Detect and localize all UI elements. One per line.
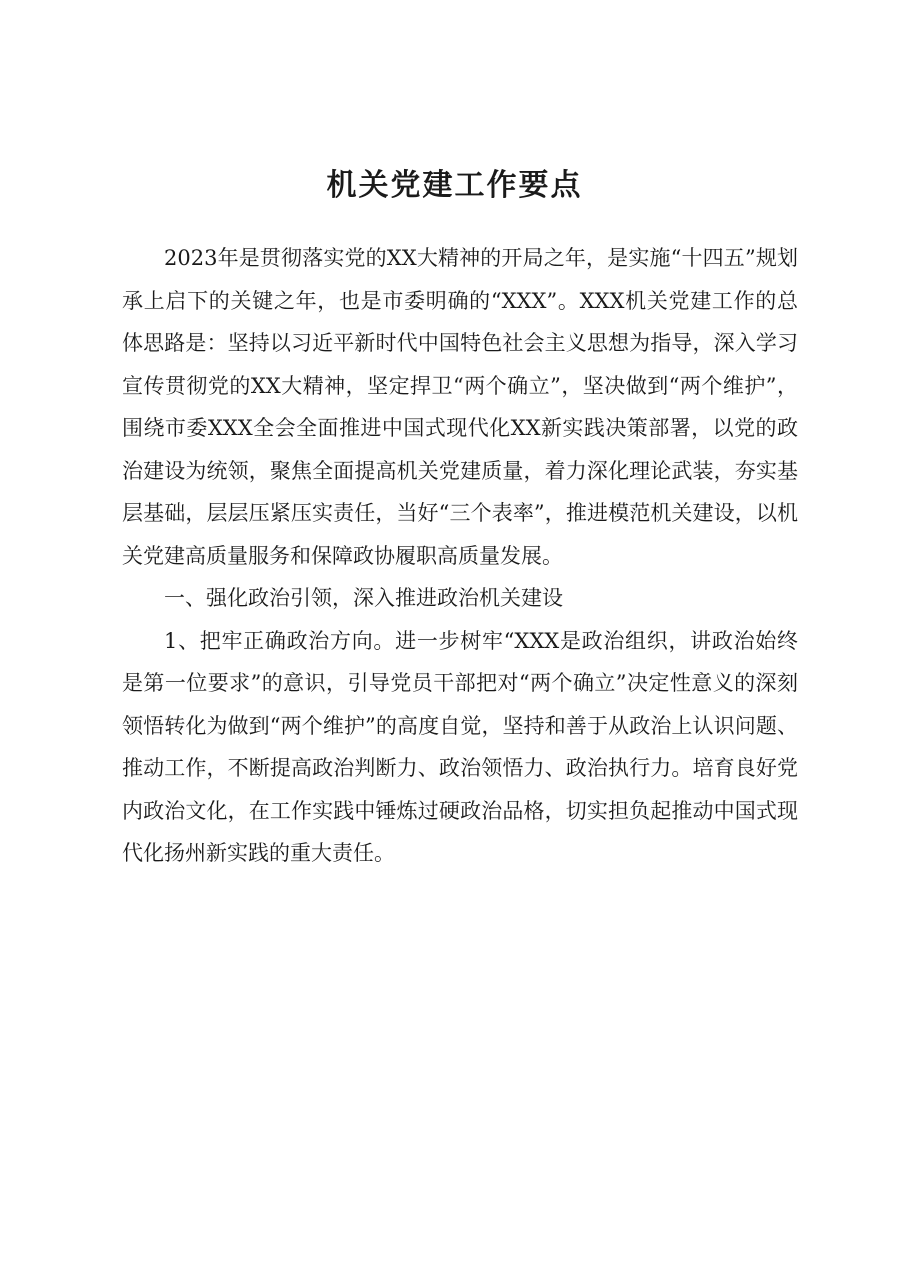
document-body [122, 237, 798, 875]
document-title: 机关党建工作要点 [326, 168, 583, 203]
section-heading-1: 一、强化政治引领，深入推进政治机关建设 [164, 586, 563, 610]
paragraph-intro: 2023年是贯彻落实党的XX大精神的开局之年，是实施“十四五”规划承上启下的关键之年，也是市委明确的“XXX”。XXX机关党建工作的总体思路是：坚持以习近平新时代中国特色社会主义思想为指导，深入学习宣传贯彻党的XX大精神，坚定捍卫“两个确立”，坚决做到“两个维护”，围绕市委XXX全会全面推进中国式现代化XX新实践决策部署，以党的政治建设为统领，聚焦全面提高机关党建质量，着力深化理论武装，夯实基层基础，层层压紧压实责任，当好“三个表率”，推进模范机关建设，以机关党建高质量服务和保障政协履职高质量发展。 [122, 246, 798, 568]
paragraph-item-1: 1、把牢正确政治方向。进一步树牢“XXX是政治组织，讲政治始终是第一位要求”的意识，引导党员干部把对“两个确立”决定性意义的深刻领悟转化为做到“两个维护”的高度自觉，坚持和善于从政治上认识问题、推动工作，不断提高政治判断力、政治领悟力、政治执行力。培育良好党内政治文化，在工作实践中锤炼过硬政治品格，切实担负起推动中国式现代化扬州新实践的重大责任。 [122, 628, 798, 865]
